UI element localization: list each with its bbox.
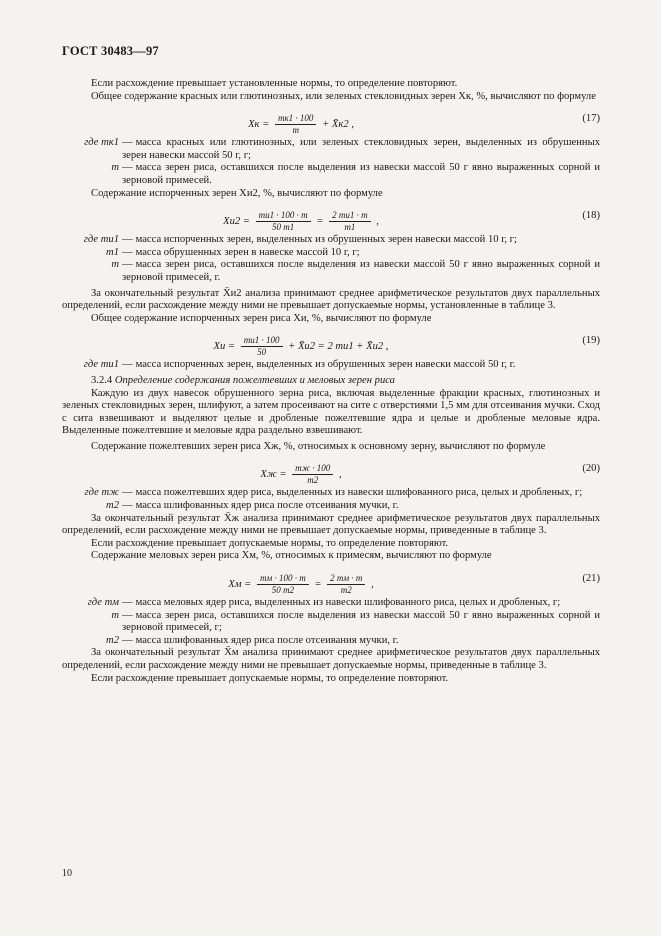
definition: где mи1 — масса испорченных зерен, выделенных из обрушенных зерен навески массой 50 г, г.: [62, 359, 600, 372]
definition: где mм — масса меловых ядер риса, выделенных из навески шлифованного риса, целых и дробленых, г;: [62, 597, 600, 610]
definition-symbol: m1: [106, 246, 119, 258]
formula-lhs: Xк =: [248, 119, 270, 131]
equals: =: [314, 578, 322, 590]
paragraph: Общее содержание испорченных зерен риса Xи, %, вычисляют по формуле: [91, 312, 432, 324]
denominator: m2: [340, 585, 352, 596]
fraction: [257, 573, 309, 596]
definition: где mк1 — масса красных или глютинозных, или зеленых стекловидных зерен, выделенных из обрушенных зерен навески массой 50 г, г;: [62, 137, 600, 162]
definition: m2 — масса шлифованных ядер риса после отсеивания мучки, г.: [62, 500, 600, 513]
definition-text: масса испорченных зерен, выделенных из обрушенных зерен навески массой 10 г, г;: [135, 234, 517, 246]
formula-number: (17): [582, 113, 600, 125]
definition-symbol: где mи1: [83, 359, 119, 371]
paragraph: Содержание испорченных зерен Xи2, %, вычисляют по формуле: [91, 187, 383, 199]
page-number: 10: [62, 868, 72, 879]
definition-symbol: m: [111, 259, 119, 271]
section-title: Определение содержания пожелтевших и меловых зерен риса: [114, 374, 395, 386]
paragraph: За окончательный результат X̄ж анализа принимают среднее арифметическое результатов двух параллельных определений, если расхождение между ними не превышает допускаемые нормы, приведенные в таблице 3.: [62, 512, 600, 537]
section-number: 3.2.4: [91, 374, 113, 386]
definition-symbol: m2: [106, 634, 119, 646]
formula-20: [62, 456, 600, 484]
formula-rest: + X̄к2 ,: [322, 119, 354, 131]
formula-lhs: Xи =: [213, 341, 236, 353]
definition-text: масса меловых ядер риса, выделенных из навески шлифованного риса, целых и дробленых, г;: [135, 597, 561, 609]
definition-text: масса пожелтевших ядер риса, выделенных из навески шлифованного риса, целых и дробленых, г;: [135, 487, 583, 499]
formula-end: ,: [338, 469, 342, 481]
fraction: [329, 210, 371, 233]
paragraph: Общее содержание красных или глютинозных, или зеленых стекловидных зерен Xк, %, вычисляют по формуле: [91, 90, 596, 102]
definition-symbol: m: [111, 609, 119, 621]
formula-end: ,: [376, 216, 379, 228]
paragraph: Содержание пожелтевших зерен риса Xж, %, относимых к основному зерну, вычисляют по формуле: [91, 440, 546, 452]
definition-symbol: m: [111, 162, 119, 174]
fraction: [275, 113, 316, 136]
definition-text: масса обрушенных зерен в навеске массой 10 г, г;: [135, 246, 360, 258]
denominator: m: [292, 125, 299, 136]
formula-number: (21): [582, 573, 600, 585]
denominator: 50 m1: [272, 222, 295, 233]
formula-lhs: Xи2 =: [223, 216, 250, 228]
denominator: m1: [344, 222, 356, 233]
definition-symbol: m2: [106, 500, 119, 512]
definition-text: масса зерен риса, оставшихся после выделения из навески массой 50 г явно выраженных сорной и зерновой примесей, г;: [122, 609, 600, 634]
definition-symbol: где mм: [87, 597, 119, 609]
numerator: 2 mи1 · m: [329, 210, 371, 222]
formula-18: [62, 203, 600, 231]
section-heading: [62, 375, 600, 388]
page-header: ГОСТ 30483—97: [62, 44, 159, 58]
definition: m1 — масса обрушенных зерен в навеске массой 10 г, г;: [62, 247, 600, 260]
formula-number: (20): [582, 463, 600, 475]
numerator: mм · 100 · m: [257, 573, 309, 585]
definition-text: масса испорченных зерен, выделенных из обрушенных зерен навески массой 50 г, г.: [135, 359, 516, 371]
formula-21: [62, 566, 600, 594]
paragraph: Содержание меловых зерен риса Xм, %, относимых к примесям, вычисляют по формуле: [91, 550, 492, 562]
formula-lhs: Xм =: [228, 578, 252, 590]
definition: m — масса зерен риса, оставшихся после выделения из навески массой 50 г явно выраженных сорной и зерновой примесей, г.: [62, 259, 600, 284]
denominator: 50: [257, 347, 267, 358]
definition-text: масса зерен риса, оставшихся после выделения из навески массой 50 г явно выраженных сорной и зерновой примесей, г.: [122, 259, 600, 283]
formula-number: (19): [582, 335, 600, 347]
fraction: [256, 210, 311, 233]
paragraph: За окончательный результат X̄м анализа принимают среднее арифметическое результатов двух параллельных определений, если расхождение между ними не превышает допускаемые нормы, приведенные в таблице 3.: [62, 647, 600, 671]
formula-lhs: Xж =: [260, 469, 287, 481]
page-content: [62, 78, 600, 685]
formula-rest: + X̄и2 = 2 mи1 + X̄и2 ,: [288, 341, 389, 353]
denominator: m2: [307, 475, 319, 486]
definition: где mж — масса пожелтевших ядер риса, выделенных из навески шлифованного риса, целых и дробленых, г;: [62, 487, 600, 500]
formula-end: ,: [371, 578, 374, 590]
numerator: mк1 · 100: [275, 113, 316, 125]
formula-17: [62, 106, 600, 134]
paragraph: Если расхождение превышает установленные нормы, то определение повторяют.: [91, 78, 458, 89]
fraction: [292, 463, 333, 486]
paragraph: Если расхождение превышает допускаемые нормы, то определение повторяют.: [91, 672, 449, 684]
numerator: mж · 100: [292, 463, 333, 475]
definition-text: масса красных или глютинозных, или зеленых стекловидных зерен, выделенных из обрушенных зерен навески массой 50 г, г;: [122, 137, 600, 161]
paragraph: За окончательный результат X̄и2 анализа принимают среднее арифметическое результатов двух параллельных определений, если расхождение между ними не превышает допускаемые нормы, установленные в таблице 3.: [62, 287, 600, 312]
numerator: mи1 · 100: [241, 335, 283, 347]
definition: m — масса зерен риса, оставшихся после выделения из навески массой 50 г явно выраженных сорной и зерновой примесей, г;: [62, 610, 600, 635]
fraction: [327, 573, 365, 596]
definition-symbol: где mк1: [84, 137, 119, 149]
definition-text: масса шлифованных ядер риса после отсеивания мучки, г.: [135, 634, 399, 646]
definition: где mи1 — масса испорченных зерен, выделенных из обрушенных зерен навески массой 10 г, г;: [62, 234, 600, 247]
paragraph: Каждую из двух навесок обрушенного зерна риса, включая выделенные фракции красных, глютинозных и зеленых стекловидных зерен, шлифуют, а затем просеивают на сите с отверстиями 1,5 мм для отсеивания мучки. Сход с сита взвешивают и выделяют целые и дробленые пожелтевшие ядра и целые и дробленые меловые ядра. Выделенные пожелтевшие и меловые ядра раздельно взвешивают.: [62, 387, 600, 437]
definition-symbol: где mж: [84, 487, 119, 499]
equals: =: [316, 216, 324, 228]
numerator: 2 mм · m: [327, 573, 365, 585]
denominator: 50 m2: [271, 585, 294, 596]
definition-text: масса зерен риса, оставшихся после выделения из навески массой 50 г явно выраженных сорной и зерновой примесей.: [122, 162, 600, 186]
definition: m2 — масса шлифованных ядер риса после отсеивания мучки, г.: [62, 635, 600, 648]
formula-number: (18): [582, 210, 600, 222]
formula-19: [62, 328, 600, 356]
definition: m — масса зерен риса, оставшихся после выделения из навески массой 50 г явно выраженных сорной и зерновой примесей.: [62, 162, 600, 187]
paragraph: Если расхождение превышает допускаемые нормы, то определение повторяют.: [91, 537, 449, 549]
definition-symbol: где mи1: [83, 234, 119, 246]
numerator: mи1 · 100 · m: [256, 210, 311, 222]
fraction: [241, 335, 283, 358]
definition-text: масса шлифованных ядер риса после отсеивания мучки, г.: [135, 500, 399, 512]
